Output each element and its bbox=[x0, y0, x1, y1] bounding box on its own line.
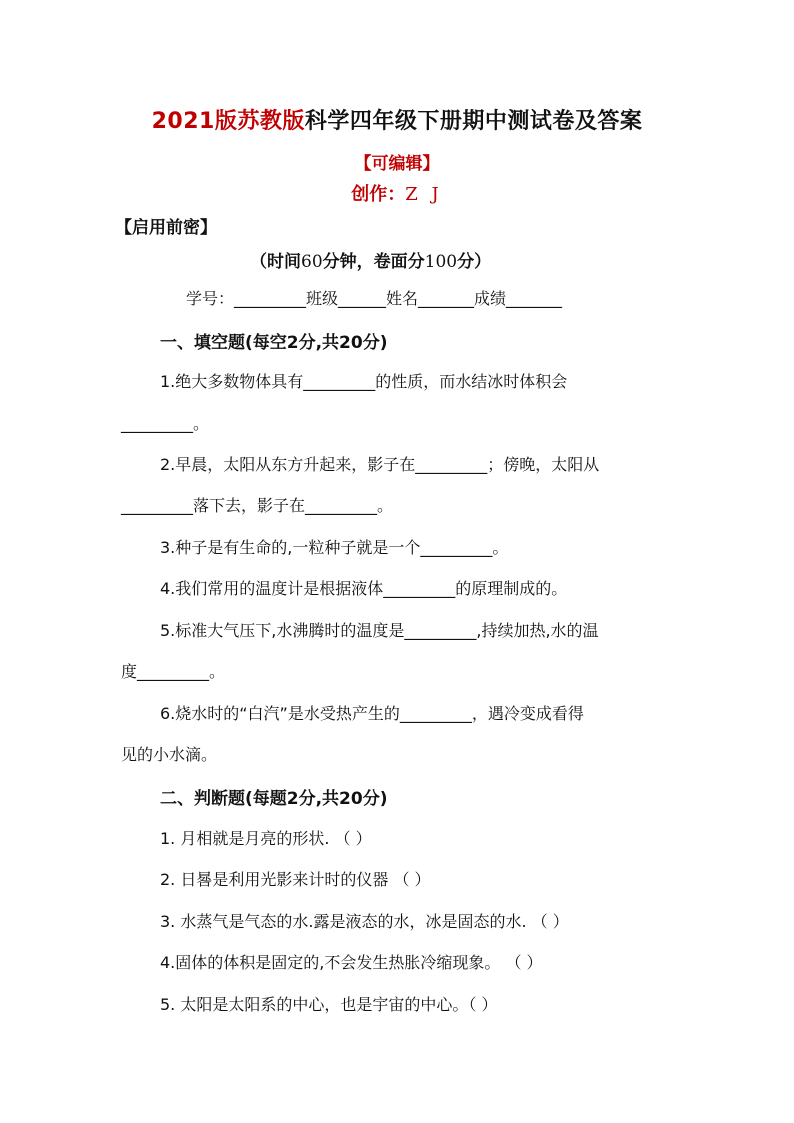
time-minutes: 60 bbox=[301, 252, 323, 272]
fill-blank-q5-line2: 度_________。 bbox=[121, 662, 226, 681]
fill-blank-q1-line2: _________。 bbox=[121, 414, 210, 433]
true-false-q2: 2. 日晷是利用光影来计时的仪器 （ ） bbox=[160, 870, 431, 889]
fill-blank-q5-line1: 5.标准大气压下,水沸腾时的温度是_________,持续加热,水的温 bbox=[160, 621, 599, 640]
fill-blank-q3: 3.种子是有生命的,一粒种子就是一个_________。 bbox=[160, 538, 509, 557]
title-red-part: 2021版苏教版 bbox=[151, 109, 305, 134]
fill-blank-q2-line2: _________落下去，影子在_________。 bbox=[121, 496, 394, 515]
fill-blank-q1-line1: 1.绝大多数物体具有_________的性质，而水结冰时体积会 bbox=[160, 372, 568, 391]
author-label: 创作： bbox=[351, 184, 406, 205]
true-false-q1: 1. 月相就是月亮的形状. （ ） bbox=[160, 829, 372, 848]
author-line bbox=[0, 180, 794, 206]
fill-blank-q2-line1: 2.早晨，太阳从东方升起来，影子在_________；傍晚，太阳从 bbox=[160, 455, 600, 474]
author-value: Z J bbox=[405, 184, 443, 205]
student-info-line: 学号：_________班级______姓名_______成绩_______ bbox=[186, 289, 563, 308]
total-score: 100 bbox=[424, 252, 458, 272]
fill-blank-q6-line1: 6.烧水时的“白汽”是水受热产生的_________，遇冷变成看得 bbox=[160, 704, 584, 723]
true-false-q5: 5. 太阳是太阳系的中心，也是宇宙的中心。（ ） bbox=[160, 995, 498, 1014]
true-false-q4: 4.固体的体积是固定的,不会发生热胀冷缩现象。 （ ） bbox=[160, 953, 543, 972]
true-false-q3: 3. 水蒸气是气态的水.露是液态的水，冰是固态的水. （ ） bbox=[160, 912, 569, 931]
fill-blank-q6-line2: 见的小水滴。 bbox=[121, 745, 218, 764]
time-and-score-line bbox=[250, 247, 491, 272]
fill-blank-q4: 4.我们常用的温度计是根据液体_________的原理制成的。 bbox=[160, 579, 568, 598]
time-mid: 分钟，卷面分 bbox=[322, 252, 425, 272]
section-heading-true-false: 二、判断题(每题2分,共20分) bbox=[160, 789, 388, 809]
confidential-label: 【启用前密】 bbox=[115, 218, 217, 238]
editable-note: 【可编辑】 bbox=[354, 154, 440, 174]
page-title bbox=[0, 104, 794, 135]
section-heading-fill-blank: 一、填空题(每空2分,共20分) bbox=[160, 333, 388, 353]
time-close: 分） bbox=[457, 252, 492, 272]
time-open: （时间 bbox=[250, 252, 301, 272]
title-black-part: 科学四年级下册期中测试卷及答案 bbox=[304, 109, 643, 134]
